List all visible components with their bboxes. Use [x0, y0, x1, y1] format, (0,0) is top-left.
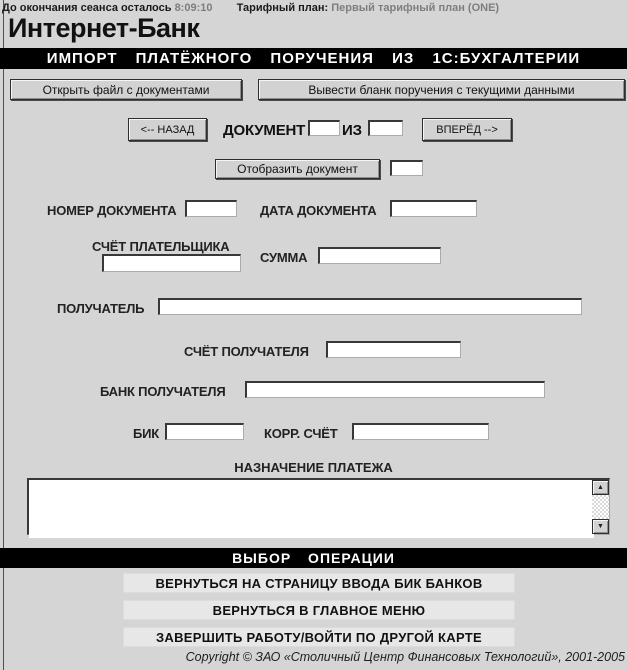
document-index-input[interactable] — [308, 120, 340, 136]
open-file-button[interactable]: Открыть файл с документами — [10, 79, 242, 100]
doc-date-label: ДАТА ДОКУМЕНТА — [260, 203, 377, 218]
copyright-text: Copyright © ЗАО «Столичный Центр Финансовых Технологий», 2001-2005 — [185, 650, 625, 664]
payment-purpose-box — [27, 478, 610, 535]
show-document-number-input[interactable] — [390, 160, 423, 176]
payee-label: ПОЛУЧАТЕЛЬ — [57, 301, 145, 316]
session-remaining-label: До окончания сеанса осталось — [2, 2, 172, 14]
doc-date-input[interactable] — [390, 200, 477, 217]
amount-input[interactable] — [318, 247, 441, 264]
tariff-plan-value: Первый тарифный план (ONE) — [331, 2, 500, 14]
scroll-down-icon: ▼ — [597, 523, 604, 530]
payee-input[interactable] — [158, 298, 582, 315]
of-label: ИЗ — [342, 122, 362, 139]
logout-other-card-button[interactable]: ЗАВЕРШИТЬ РАБОТУ/ВОЙТИ ПО ДРУГОЙ КАРТЕ — [123, 627, 515, 647]
doc-number-label: НОМЕР ДОКУМЕНТА — [47, 203, 177, 218]
payment-purpose-label: НАЗНАЧЕНИЕ ПЛАТЕЖА — [234, 460, 393, 475]
session-remaining-time: 8:09:10 — [174, 2, 213, 14]
print-blank-button[interactable]: Вывести бланк поручения с текущими данными — [258, 79, 625, 100]
back-button[interactable]: <-- НАЗАД — [128, 118, 207, 141]
document-total-input[interactable] — [368, 120, 403, 136]
doc-number-input[interactable] — [185, 200, 237, 217]
scroll-up-button[interactable] — [592, 480, 609, 495]
scroll-up-icon: ▲ — [597, 484, 604, 491]
import-section-header: ИМПОРТ ПЛАТЁЖНОГО ПОРУЧЕНИЯ ИЗ 1С:БУХГАЛТЕРИИ — [0, 48, 627, 69]
return-main-menu-button[interactable]: ВЕРНУТЬСЯ В ГЛАВНОЕ МЕНЮ — [123, 600, 515, 620]
bik-input[interactable] — [165, 423, 244, 440]
payee-account-label: СЧЁТ ПОЛУЧАТЕЛЯ — [184, 344, 309, 359]
corr-account-label: КОРР. СЧЁТ — [264, 426, 338, 441]
forward-button[interactable]: ВПЕРЁД --> — [422, 118, 512, 141]
payee-bank-label: БАНК ПОЛУЧАТЕЛЯ — [100, 384, 226, 399]
amount-label: СУММА — [260, 250, 308, 265]
page-title: Интернет-Банк — [8, 13, 200, 43]
payment-purpose-textarea[interactable] — [29, 480, 594, 538]
operations-section-header: ВЫБОР ОПЕРАЦИИ — [0, 548, 627, 568]
document-label: ДОКУМЕНТ — [223, 122, 306, 139]
bik-label: БИК — [133, 426, 160, 441]
frame-left-border — [3, 0, 4, 670]
show-document-button[interactable]: Отобразить документ — [215, 159, 380, 179]
textarea-scrollbar[interactable] — [592, 480, 609, 534]
scroll-down-button[interactable] — [592, 519, 609, 534]
tariff-plan-label: Тарифный план: — [236, 2, 329, 14]
payee-account-input[interactable] — [326, 341, 461, 358]
corr-account-input[interactable] — [352, 423, 489, 440]
payer-account-label: СЧЁТ ПЛАТЕЛЬЩИКА — [92, 239, 230, 254]
payee-bank-input[interactable] — [245, 381, 545, 398]
scrollbar-track[interactable] — [592, 495, 609, 519]
payer-account-input[interactable] — [102, 254, 241, 272]
return-bik-entry-button[interactable]: ВЕРНУТЬСЯ НА СТРАНИЦУ ВВОДА БИК БАНКОВ — [123, 573, 515, 593]
